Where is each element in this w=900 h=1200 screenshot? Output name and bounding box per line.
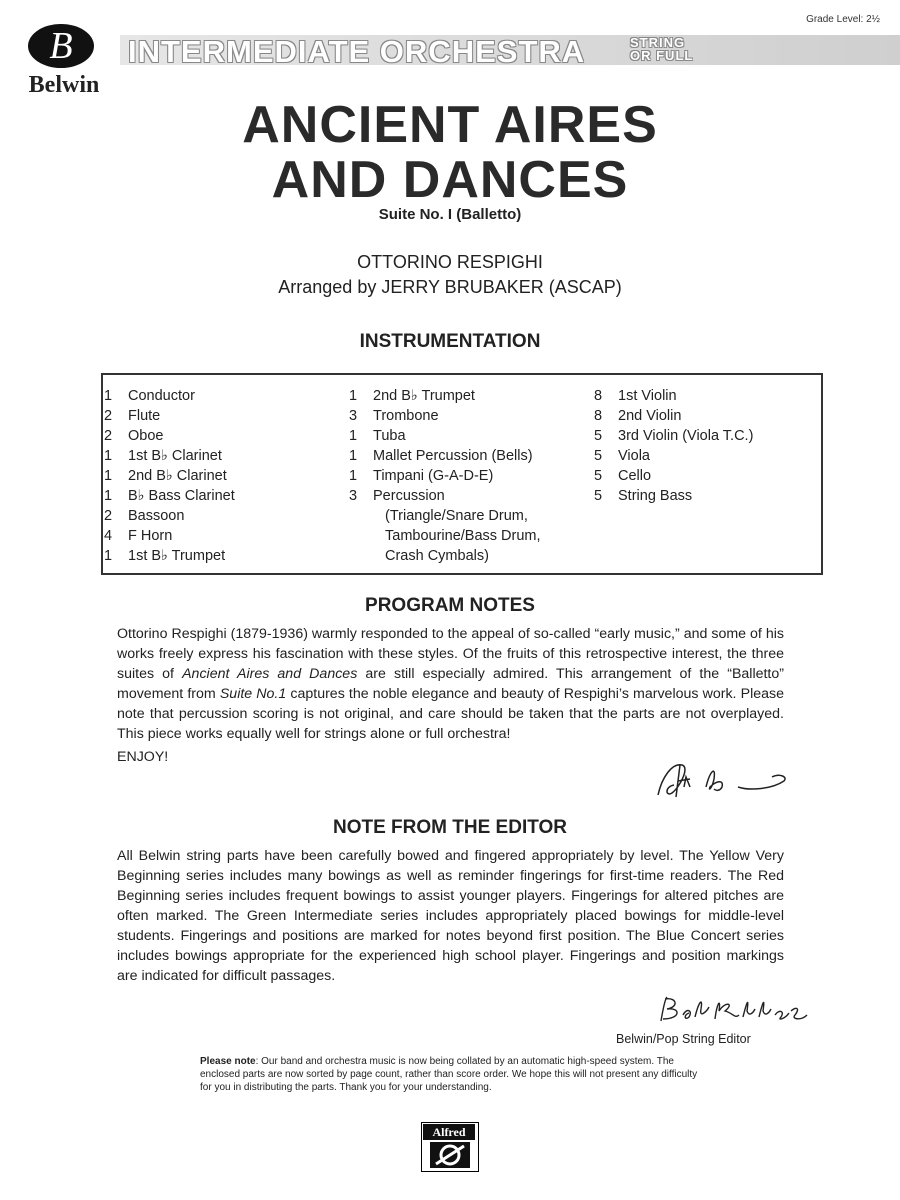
instrument-quantity: 3 [349,408,358,424]
instrument-row [104,546,235,566]
instrument-row [104,386,235,406]
series-title: INTERMEDIATE ORCHESTRA [128,34,586,69]
instrument-row [594,426,753,446]
alfred-logo-symbol [430,1142,470,1168]
instrument-quantity: 5 [594,468,603,484]
instrument-name: Timpani (G-A-D-E) [373,468,494,484]
instrument-row [104,526,235,546]
instrument-name: B♭ Bass Clarinet [128,488,235,504]
instrument-name: 1st B♭ Trumpet [128,548,226,564]
instrument-row [104,406,235,426]
instrument-name: String Bass [618,488,693,504]
instrument-quantity: 3 [349,488,358,504]
percussion-detail-line: (Triangle/Snare Drum, [385,508,528,524]
series-banner [120,34,900,69]
instrument-column-3 [594,386,753,506]
instrument-quantity: 1 [349,428,358,444]
program-notes-closing: ENJOY! [117,749,169,765]
arranger: Arranged by JERRY BRUBAKER (ASCAP) [278,277,622,297]
instrument-name: 1st Violin [618,388,677,404]
instrument-name: Flute [128,408,161,424]
instrument-name: Mallet Percussion (Bells) [373,448,533,464]
percussion-detail-line: Tambourine/Bass Drum, [385,528,541,544]
instrument-row [349,426,541,446]
instrument-quantity: 2 [104,508,113,524]
instrument-row [349,406,541,426]
instrumentation-heading: INSTRUMENTATION [359,331,541,352]
belwin-logo-mark: B [28,24,94,68]
instrument-row [349,386,541,406]
please-note [200,1055,700,1094]
instrument-column-2 [349,386,541,566]
editor-signature [655,993,815,1027]
instrument-name: F Horn [128,528,173,544]
instrument-quantity: 1 [104,548,113,564]
instrument-quantity: 2 [104,408,113,424]
instrument-name: 2nd B♭ Trumpet [373,388,475,404]
instrument-quantity: 1 [349,448,358,464]
instrument-quantity: 8 [594,408,603,424]
instrument-quantity: 5 [594,448,603,464]
instrument-row [349,466,541,486]
instrument-quantity: 8 [594,388,603,404]
alfred-logo [421,1122,479,1172]
program-notes-part: captures the noble elegance and beauty of Respighi’s marvelous work. Please note that percussion scoring is not original, and care should be taken that the parts are not overplayed. This piece works equally well for strings alone or full orchestra! [117,686,784,742]
instrument-row [104,446,235,466]
series-type-line1: STRING [630,35,686,50]
piece-subtitle: Suite No. I (Balletto) [378,206,522,223]
alfred-logo-text: Alfred [423,1124,475,1140]
program-notes-suite-ref: Suite No.1 [219,686,287,702]
instrument-row [104,426,235,446]
instrument-quantity: 4 [104,528,113,544]
instrument-name: Tuba [373,428,406,444]
instrument-name: Trombone [373,408,439,424]
instrument-row [104,486,235,506]
instrument-row [104,466,235,486]
instrument-name: Bassoon [128,508,185,524]
instrument-row [594,386,753,406]
instrument-name: 2nd Violin [618,408,682,424]
editor-note-text: All Belwin string parts have been carefully bowed and fingered appropriately by level. The Yellow Very Beginning series includes many bowings as well as reminder fingerings for first-time readers. The Red Beginning series includes frequent bowings to assist younger players. Fingerings for altered pitches are often marked. The Green Intermediate series includes appropriately placed bowings for middle-level students. Fingerings and positions are marked for notes beyond first position. The Blue Concert series includes bowings appropriate for the experienced high school player. Fingerings and position markings are indicated for difficult passages. [117,848,784,984]
instrument-name: 3rd Violin (Viola T.C.) [618,428,754,444]
series-type [630,36,693,62]
program-notes-heading: PROGRAM NOTES [365,595,535,616]
instrument-name: Oboe [128,428,164,444]
belwin-logo [10,24,120,100]
series-type-line2: OR FULL [630,48,694,63]
instrument-quantity: 1 [104,388,113,404]
grade-level: Grade Level: 2½ [806,14,880,25]
program-notes-part: Ottorino Respighi (1879-1936) warmly responded to the appeal of so-called “early music,” and some of his works freely express his fascination with these styles. Of the fruits of this retrospective interest, the three suites of [117,626,784,682]
instrument-name: Conductor [128,388,195,404]
instrument-row [594,446,753,466]
instrument-row [104,506,235,526]
instrument-row [594,486,753,506]
instrument-name: Percussion [373,488,445,504]
instrument-quantity: 1 [104,448,113,464]
program-notes-text [117,624,784,744]
instrument-quantity: 1 [349,388,358,404]
please-note-label: Please note [200,1056,256,1067]
instrument-name: Viola [618,448,650,464]
instrument-row [349,446,541,466]
instrument-quantity: 1 [104,468,113,484]
instrument-quantity: 5 [594,428,603,444]
instrument-quantity: 2 [104,428,113,444]
piece-title [0,98,900,208]
program-notes-title-ref: Ancient Aires and Dances [182,666,358,682]
program-notes-part: are still especially admired. This arrangement of the “Balletto” movement from [117,666,784,702]
instrument-quantity: 5 [594,488,603,504]
editor-note-heading: NOTE FROM THE EDITOR [333,817,567,838]
instrument-row [594,466,753,486]
piece-title-line2: AND DANCES [271,151,629,209]
piece-title-line1: ANCIENT AIRES [242,96,658,154]
instrument-name: 2nd B♭ Clarinet [128,468,227,484]
instrument-row [349,486,541,506]
instrument-name: 1st B♭ Clarinet [128,448,222,464]
editor-signature-title: Belwin/Pop String Editor [616,1032,751,1046]
percussion-detail-line: Crash Cymbals) [385,548,489,564]
instrument-column-1 [104,386,235,566]
instrumentation-box [101,373,823,575]
instrument-row [594,406,753,426]
instrument-quantity: 1 [104,488,113,504]
please-note-text: : Our band and orchestra music is now being collated by an automatic high-speed system. The enclosed parts are now sorted by page count, rather than score order. We hope this will not present any difficulty for you in distributing the parts. Thank you for your understanding. [200,1056,698,1093]
belwin-logo-text: Belwin [28,72,100,98]
composer: OTTORINO RESPIGHI [357,252,543,272]
instrument-quantity: 1 [349,468,358,484]
instrument-name: Cello [618,468,652,484]
arranger-signature [650,757,790,805]
